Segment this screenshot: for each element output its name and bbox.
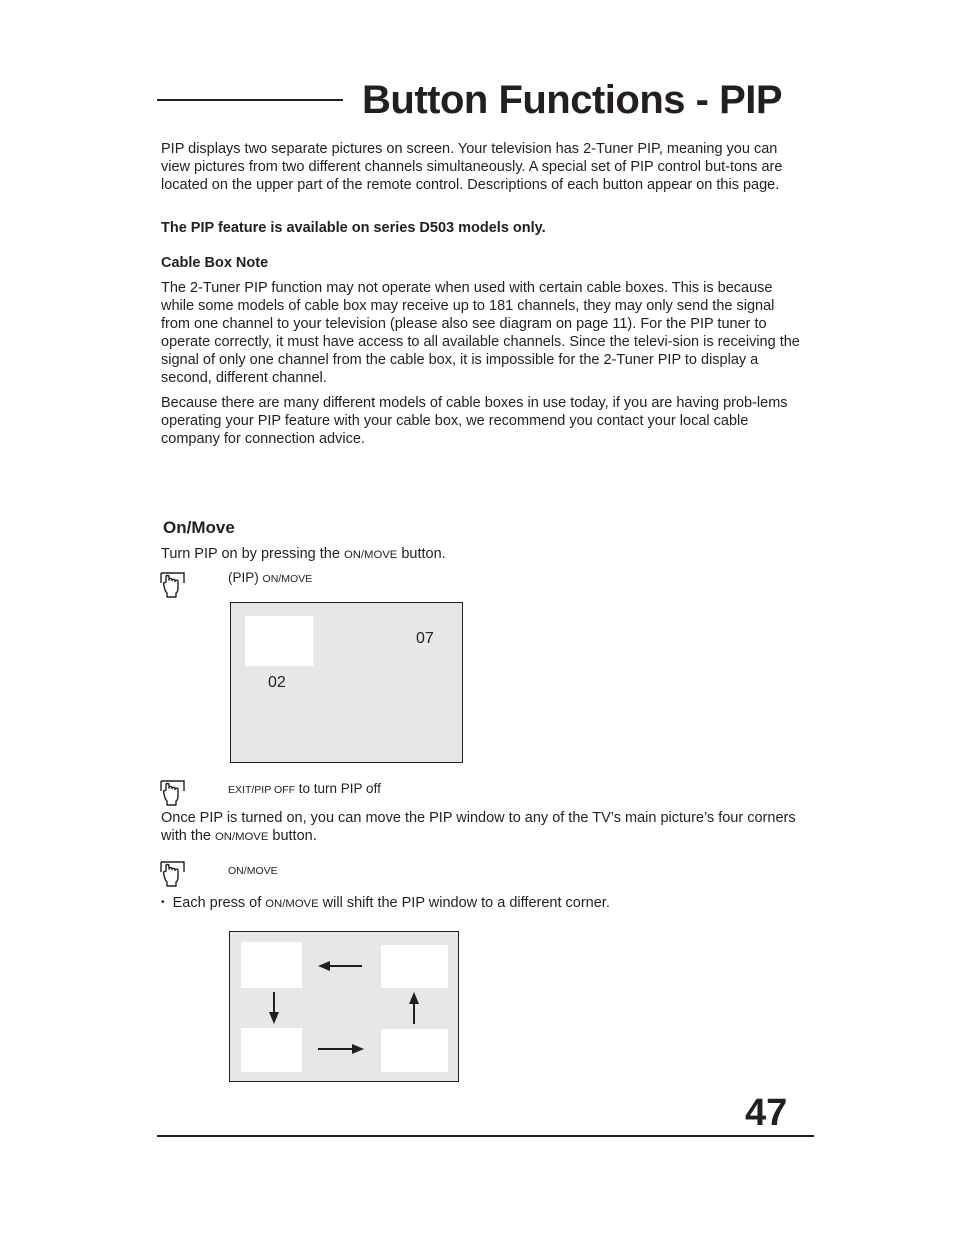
arrow-left-icon (316, 956, 366, 976)
step-3-label: ON/MOVE (228, 865, 278, 877)
title-rule (157, 99, 343, 101)
move-instruction: Once PIP is turned on, you can move the PIP window to any of the TV’s main picture’s four corners with the ON/MOVE button. (161, 810, 796, 844)
pip-window-bottom-left (241, 1028, 302, 1072)
turn-on-instruction: Turn PIP on by pressing the ON/MOVE button. (161, 546, 446, 562)
main-channel-number: 07 (416, 630, 434, 647)
on-move-heading: On/Move (163, 518, 235, 537)
on-move-button-name: ON/MOVE (343, 549, 398, 561)
pip-window-bottom-right (381, 1029, 448, 1072)
hand-press-icon (158, 570, 188, 600)
intro-paragraph: PIP displays two separate pictures on screen. Your television has 2-Tuner PIP, meaning you can view pictures from two different channels simultaneously. A special set of PIP control but-tons are located on the upper part of the remote control. Descriptions of each button appear on this page. (161, 141, 783, 193)
page-title: Button Functions - PIP (362, 78, 783, 122)
arrow-down-icon (264, 990, 284, 1026)
hand-press-icon (158, 778, 188, 808)
cable-box-paragraph-1: The 2-Tuner PIP function may not operate when used with certain cable boxes. This is because while some models of cable box may receive up to 181 channels, they may only send the signal from one channel to your television (please also see diagram on page 11). For the PIP tuner to operate correctly, it must have access to all available channels. Since the televi-sion is receiving the signal of only one channel from the cable box, it is impossible for the 2-Tuner PIP to display a second, different channel. (161, 280, 800, 386)
page-number: 47 (745, 1092, 788, 1134)
cable-box-heading: Cable Box Note (161, 255, 269, 271)
footer-rule (157, 1135, 814, 1137)
arrow-up-icon (404, 990, 424, 1026)
cable-box-paragraph-2: Because there are many different models of cable boxes in use today, if you are having prob-lems operating your PIP feature with your cable box, we recommend you contact your local cable company for connection advice. (161, 395, 788, 447)
hand-press-icon (158, 859, 188, 889)
step-2-label: EXIT/PIP OFF to turn PIP off (228, 781, 381, 796)
pip-window (245, 616, 313, 666)
pip-window-top-right (381, 945, 448, 988)
arrow-right-icon (316, 1039, 366, 1059)
pip-channel-number: 02 (268, 674, 286, 691)
pip-corners-diagram (229, 931, 459, 1082)
pip-window-top-left (241, 942, 302, 988)
pip-screen-diagram (230, 602, 463, 763)
availability-note: The PIP feature is available on series D503 models only. (161, 220, 546, 236)
step-1-label: (PIP) ON/MOVE (228, 570, 313, 585)
bullet-item: • Each press of ON/MOVE will shift the PIP window to a different corner. (161, 895, 610, 911)
